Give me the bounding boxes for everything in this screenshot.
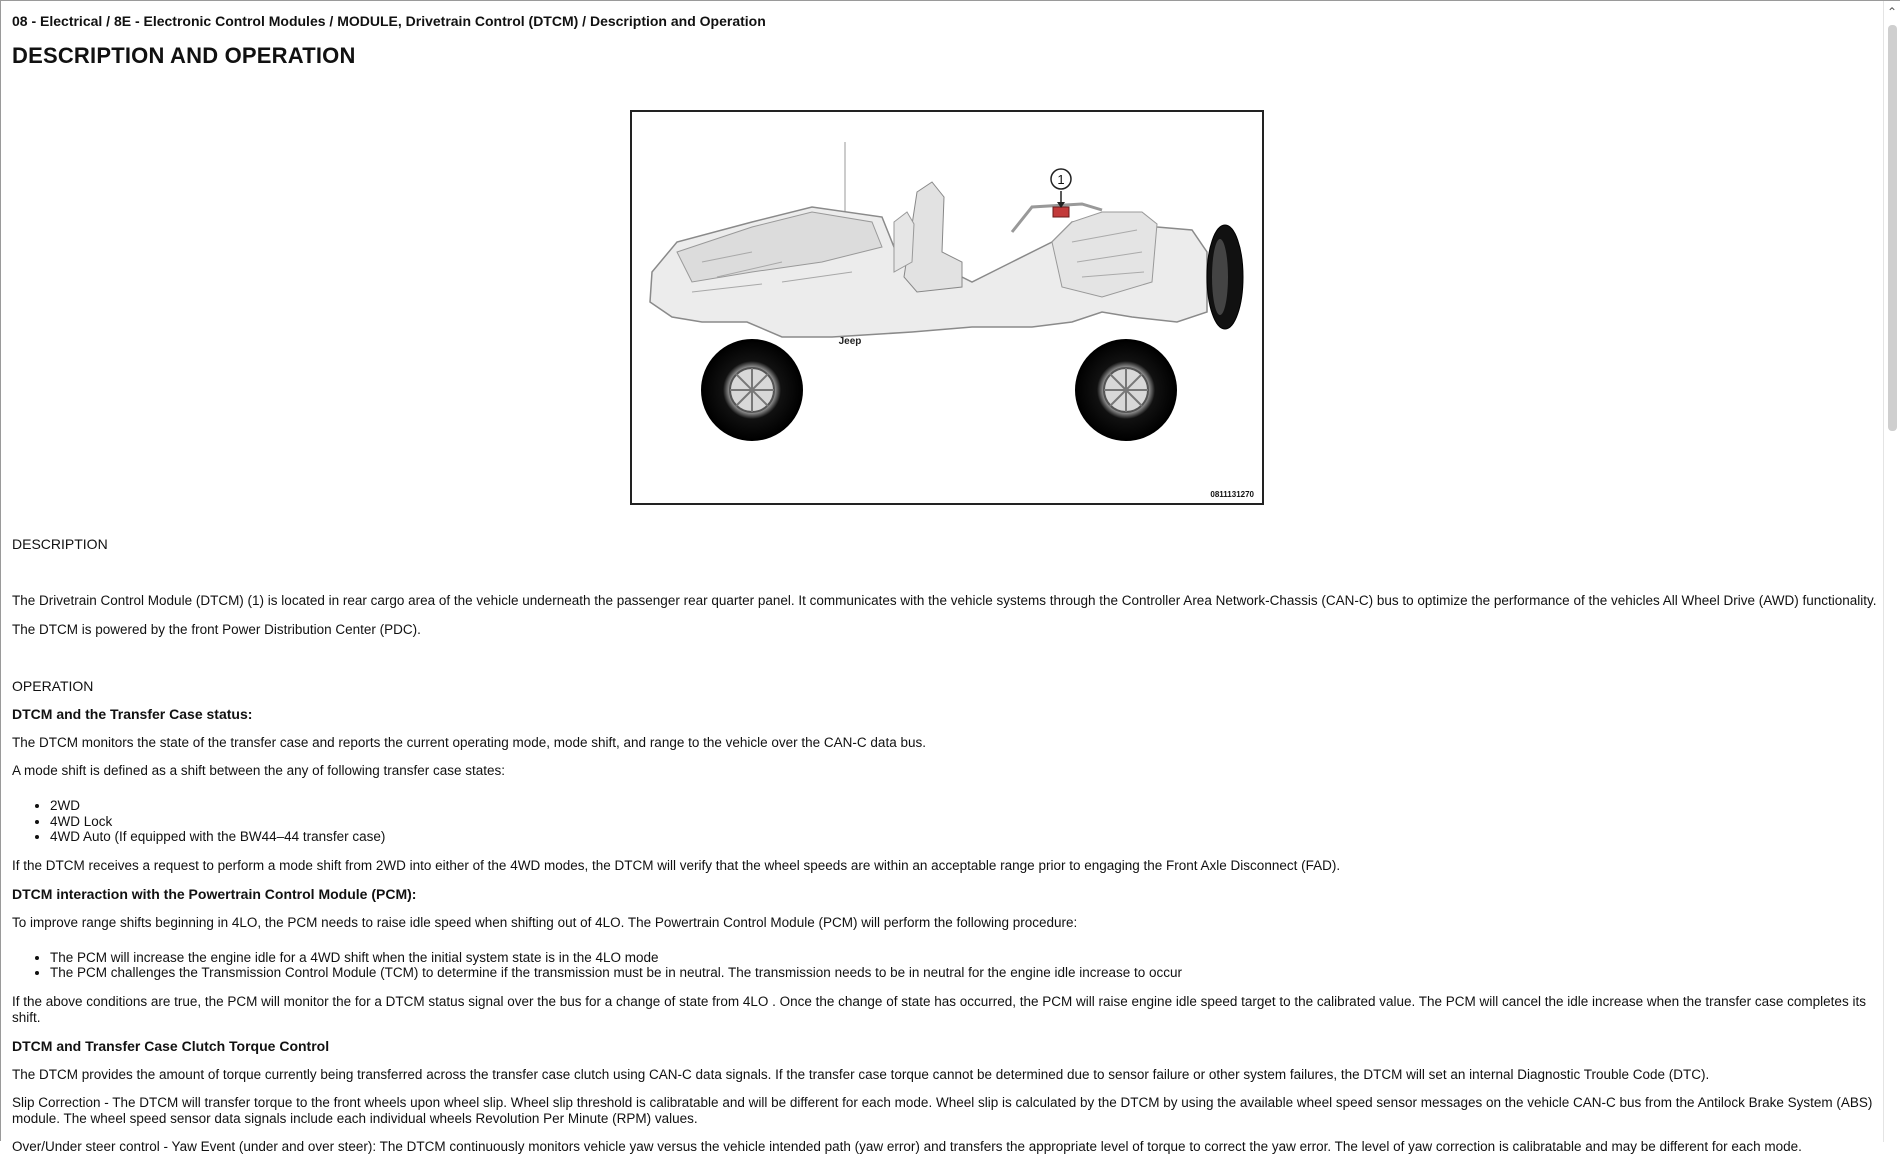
list-item: • 4WD Auto (If equipped with the BW44–44 transfer case) (50, 829, 1882, 845)
figure-id: 0811131270 (1210, 490, 1254, 499)
subheading-clutch-torque-control: DTCM and Transfer Case Clutch Torque Control (12, 1037, 330, 1054)
subheading-pcm-interaction: DTCM interaction with the Powertrain Control Module (PCM): (12, 885, 417, 902)
list-item: • The PCM will increase the engine idle for a 4WD shift when the initial system state is in the 4LO mode (50, 950, 1882, 966)
document-content (12, 13, 1882, 69)
list-item: • The PCM challenges the Transmission Control Module (TCM) to determine if the transmission must be in neutral. The transmission needs to be in neutral for the engine idle increase to occur (50, 965, 1882, 981)
jeep-badge: Jeep (838, 336, 862, 347)
vertical-scrollbar[interactable] (1883, 1, 1900, 1142)
transfer-case-states-list (12, 798, 1882, 845)
callout-number: 1 (1057, 172, 1065, 187)
operation-heading: OPERATION (12, 678, 94, 694)
operation-paragraph: Over/Under steer control - Yaw Event (under and over steer): The DTCM continuously monitors vehicle yaw versus the vehicle intended path (yaw error) and transfers the appropriate level of torque to correct the yaw error. The level of yaw correction is calibratable and may be different for each mode. (12, 1138, 1802, 1154)
operation-paragraph: If the above conditions are true, the PCM will monitor the for a DTCM status signal over the bus for a change of state from 4LO . Once the change of state has occurred, the PCM will raise engine idle speed target to the calibrated value. The PCM will cancel the idle increase when the transfer case completes its shift. (12, 993, 1866, 1025)
operation-paragraph: Slip Correction - The DTCM will transfer torque to the front wheels upon wheel slip. Wheel slip threshold is calibratable and will be different for each mode. Wheel slip is calculated by the DTCM by using the available wheel speed sensor messages on the vehicle CAN-C bus from the Antilock Brake System (ABS) module. The wheel speed sensor data signals include each individual wheels Revolution Per Minute (RPM) values. (12, 1094, 1873, 1126)
list-item: • 4WD Lock (50, 814, 1882, 830)
jeep-cutaway-drawing (632, 112, 1262, 503)
list-item: • 2WD (50, 798, 1882, 814)
page-title: DESCRIPTION AND OPERATION (12, 43, 356, 68)
vehicle-illustration (630, 110, 1264, 505)
description-heading: DESCRIPTION (12, 536, 108, 552)
operation-paragraph: The DTCM monitors the state of the transfer case and reports the current operating mode, mode shift, and range to the vehicle over the CAN-C data bus. (12, 735, 926, 750)
operation-paragraph: A mode shift is defined as a shift between the any of following transfer case states: (12, 763, 506, 778)
operation-paragraph: The DTCM provides the amount of torque currently being transferred across the transfer case clutch using CAN-C data signals. If the transfer case torque cannot be determined due to sensor failure or other system failures, the DTCM will set an internal Diagnostic Trouble Code (DTC). (12, 1066, 1710, 1082)
subheading-transfer-case-status: DTCM and the Transfer Case status: (12, 706, 253, 722)
breadcrumb: 08 - Electrical / 8E - Electronic Control Modules / MODULE, Drivetrain Control (DTCM) / Description and Operation (12, 13, 766, 29)
operation-paragraph: To improve range shifts beginning in 4LO, the PCM needs to raise idle speed when shifting out of 4LO. The Powertrain Control Module (PCM) will perform the following procedure: (12, 914, 1078, 930)
description-paragraph: The DTCM is powered by the front Power Distribution Center (PDC). (12, 622, 421, 637)
scroll-up-arrow-icon[interactable]: ⌃ (1886, 5, 1898, 19)
description-paragraph: The Drivetrain Control Module (DTCM) (1) is located in rear cargo area of the vehicle underneath the passenger rear quarter panel. It communicates with the vehicle systems through the Controller Area Network-Chassis (CAN-C) bus to optimize the performance of the vehicles All Wheel Drive (AWD) functionality. (12, 593, 1877, 608)
scrollbar-thumb[interactable] (1888, 25, 1897, 431)
pcm-procedure-list (12, 950, 1882, 981)
operation-paragraph: If the DTCM receives a request to perform a mode shift from 2WD into either of the 4WD modes, the DTCM will verify that the wheel speeds are within an acceptable range prior to engaging the Front Axle Disconnect (FAD). (12, 857, 1341, 873)
body-text (12, 536, 1882, 1155)
